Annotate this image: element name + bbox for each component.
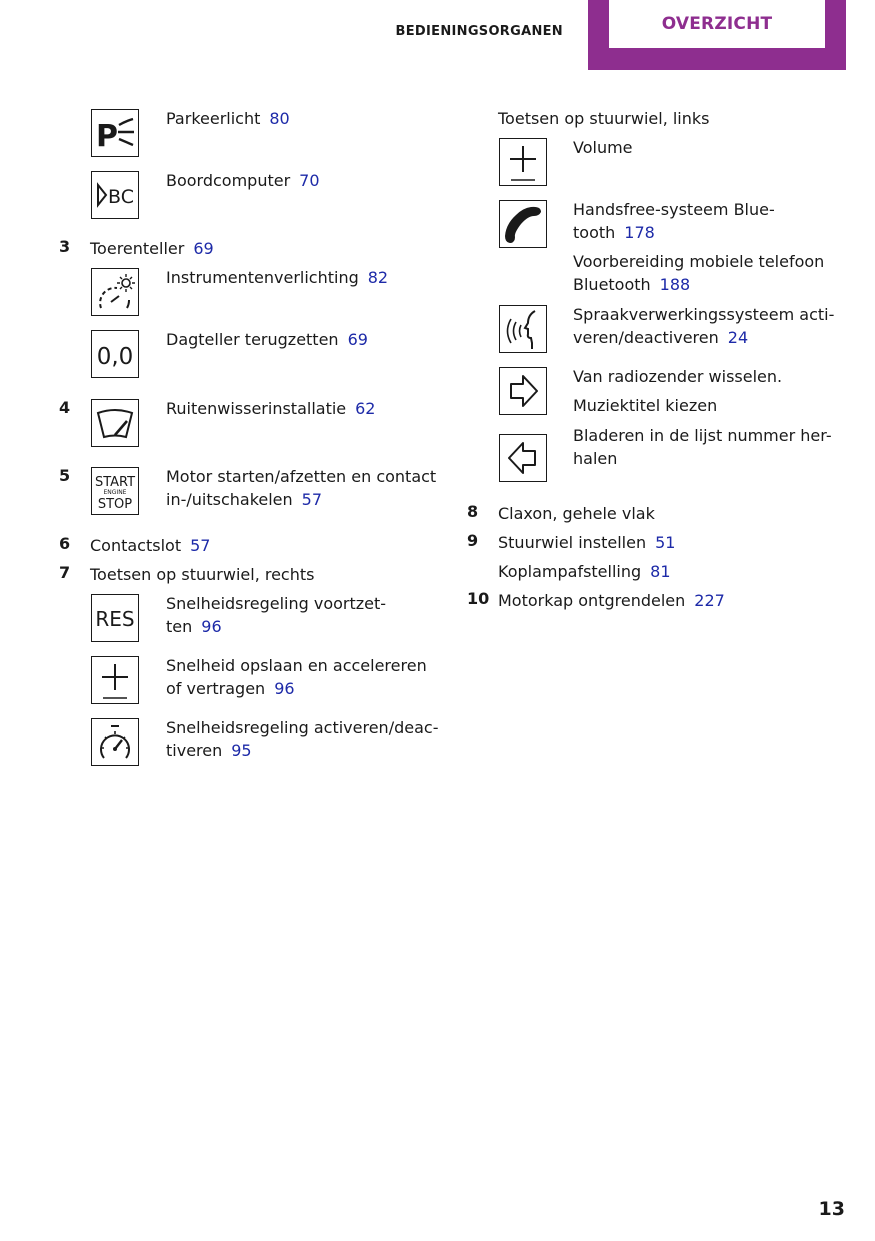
plus-minus-icon: [91, 656, 139, 704]
koplamp-entry: Koplampafstelling 81: [498, 562, 671, 581]
voice-command-icon: [499, 305, 547, 353]
page-link[interactable]: 69: [193, 239, 214, 258]
radiozender-entry: Van radiozender wisselen.: [573, 367, 783, 386]
phone-icon: [499, 200, 547, 248]
svg-text:RES: RES: [95, 607, 135, 631]
parkeerlicht-entry: Parkeerlicht 80: [166, 109, 290, 128]
item-number: 6: [59, 534, 71, 553]
page-link[interactable]: 51: [655, 533, 676, 552]
svg-text:STOP: STOP: [97, 497, 133, 512]
arrow-right-icon: [499, 367, 547, 415]
volume-icon: [499, 138, 547, 186]
voorbereiding-entry: Voorbereiding mobiele telefoon Bluetooth 188: [573, 252, 825, 294]
page-link[interactable]: 70: [299, 171, 320, 190]
page-link[interactable]: 24: [727, 328, 749, 347]
page-link[interactable]: 57: [301, 490, 323, 509]
volume-entry: Volume: [573, 138, 633, 157]
page-link[interactable]: 57: [190, 536, 211, 555]
snelheidsregeling-activeren-entry: Snelheidsregeling activeren/deac- tiveren 95: [166, 718, 439, 760]
svg-text:START: START: [94, 475, 136, 490]
toetsen-links-heading: Toetsen op stuurwiel, links: [498, 109, 710, 128]
instrument-lighting-icon: [91, 268, 139, 316]
page-link[interactable]: 188: [659, 275, 691, 294]
page-link[interactable]: 178: [624, 223, 655, 242]
page-link[interactable]: 62: [355, 399, 376, 418]
page-link[interactable]: 96: [274, 679, 295, 698]
instrumentenverlichting-entry: Instrumentenverlichting 82: [166, 268, 389, 287]
page-link[interactable]: 69: [347, 330, 368, 349]
start-stop-entry: Motor starten/afzetten en contact in-/uitschakelen 57: [166, 467, 437, 509]
toerenteller-entry: Toerenteller 69: [90, 239, 214, 258]
stuurwiel-entry: Stuurwiel instellen 51: [498, 533, 676, 552]
snelheid-opslaan-entry: Snelheid opslaan en accelereren of vertragen 96: [166, 656, 427, 698]
item-number: 10: [467, 589, 490, 608]
toetsen-rechts-heading: Toetsen op stuurwiel, rechts: [90, 565, 315, 584]
svg-text:BC: BC: [108, 186, 134, 208]
motorkap-entry: Motorkap ontgrendelen 227: [498, 591, 725, 610]
item-number: 3: [59, 237, 71, 256]
item-number: 8: [467, 502, 479, 521]
ruitenwisser-entry: Ruitenwisserinstallatie 62: [166, 399, 376, 418]
board-computer-icon: [91, 171, 139, 219]
item-number: 4: [59, 398, 71, 417]
res-icon: [91, 594, 139, 642]
item-number: 5: [59, 466, 71, 485]
claxon-entry: Claxon, gehele vlak: [498, 504, 655, 523]
parking-light-icon: [91, 109, 139, 157]
section-title: BEDIENINGSORGANEN: [395, 24, 563, 39]
res-entry: Snelheidsregeling voortzet- ten 96: [166, 594, 387, 636]
contactslot-entry: Contactslot 57: [90, 536, 211, 555]
page-number: 13: [818, 1198, 845, 1220]
bladeren-entry: Bladeren in de lijst nummer her- halen: [573, 426, 832, 468]
muziektitel-entry: Muziektitel kiezen: [573, 396, 718, 415]
start-stop-icon: [91, 467, 139, 515]
page-link[interactable]: 96: [201, 617, 222, 636]
svg-text:0,0: 0,0: [96, 344, 134, 370]
page-link[interactable]: 80: [269, 109, 290, 128]
svg-text:P: P: [96, 119, 118, 154]
dagteller-entry: Dagteller terugzetten 69: [166, 330, 368, 349]
spraak-entry: Spraakverwerkingssysteem acti- veren/deactiveren 24: [573, 305, 835, 347]
handsfree-entry: Handsfree-systeem Blue- tooth 178: [573, 200, 775, 242]
trip-reset-icon: [91, 330, 139, 378]
item-number: 9: [467, 531, 479, 550]
page-link[interactable]: 81: [650, 562, 671, 581]
page-link[interactable]: 82: [367, 268, 389, 287]
svg-text:ENGINE: ENGINE: [103, 489, 127, 496]
page-link[interactable]: 95: [231, 741, 252, 760]
item-number: 7: [59, 563, 71, 582]
wiper-icon: [91, 399, 139, 447]
boordcomputer-entry: Boordcomputer 70: [166, 171, 320, 190]
page-link[interactable]: 227: [694, 591, 725, 610]
arrow-left-icon: [499, 434, 547, 482]
cruise-control-icon: [91, 718, 139, 766]
header-tab: OVERZICHT: [609, 0, 825, 48]
